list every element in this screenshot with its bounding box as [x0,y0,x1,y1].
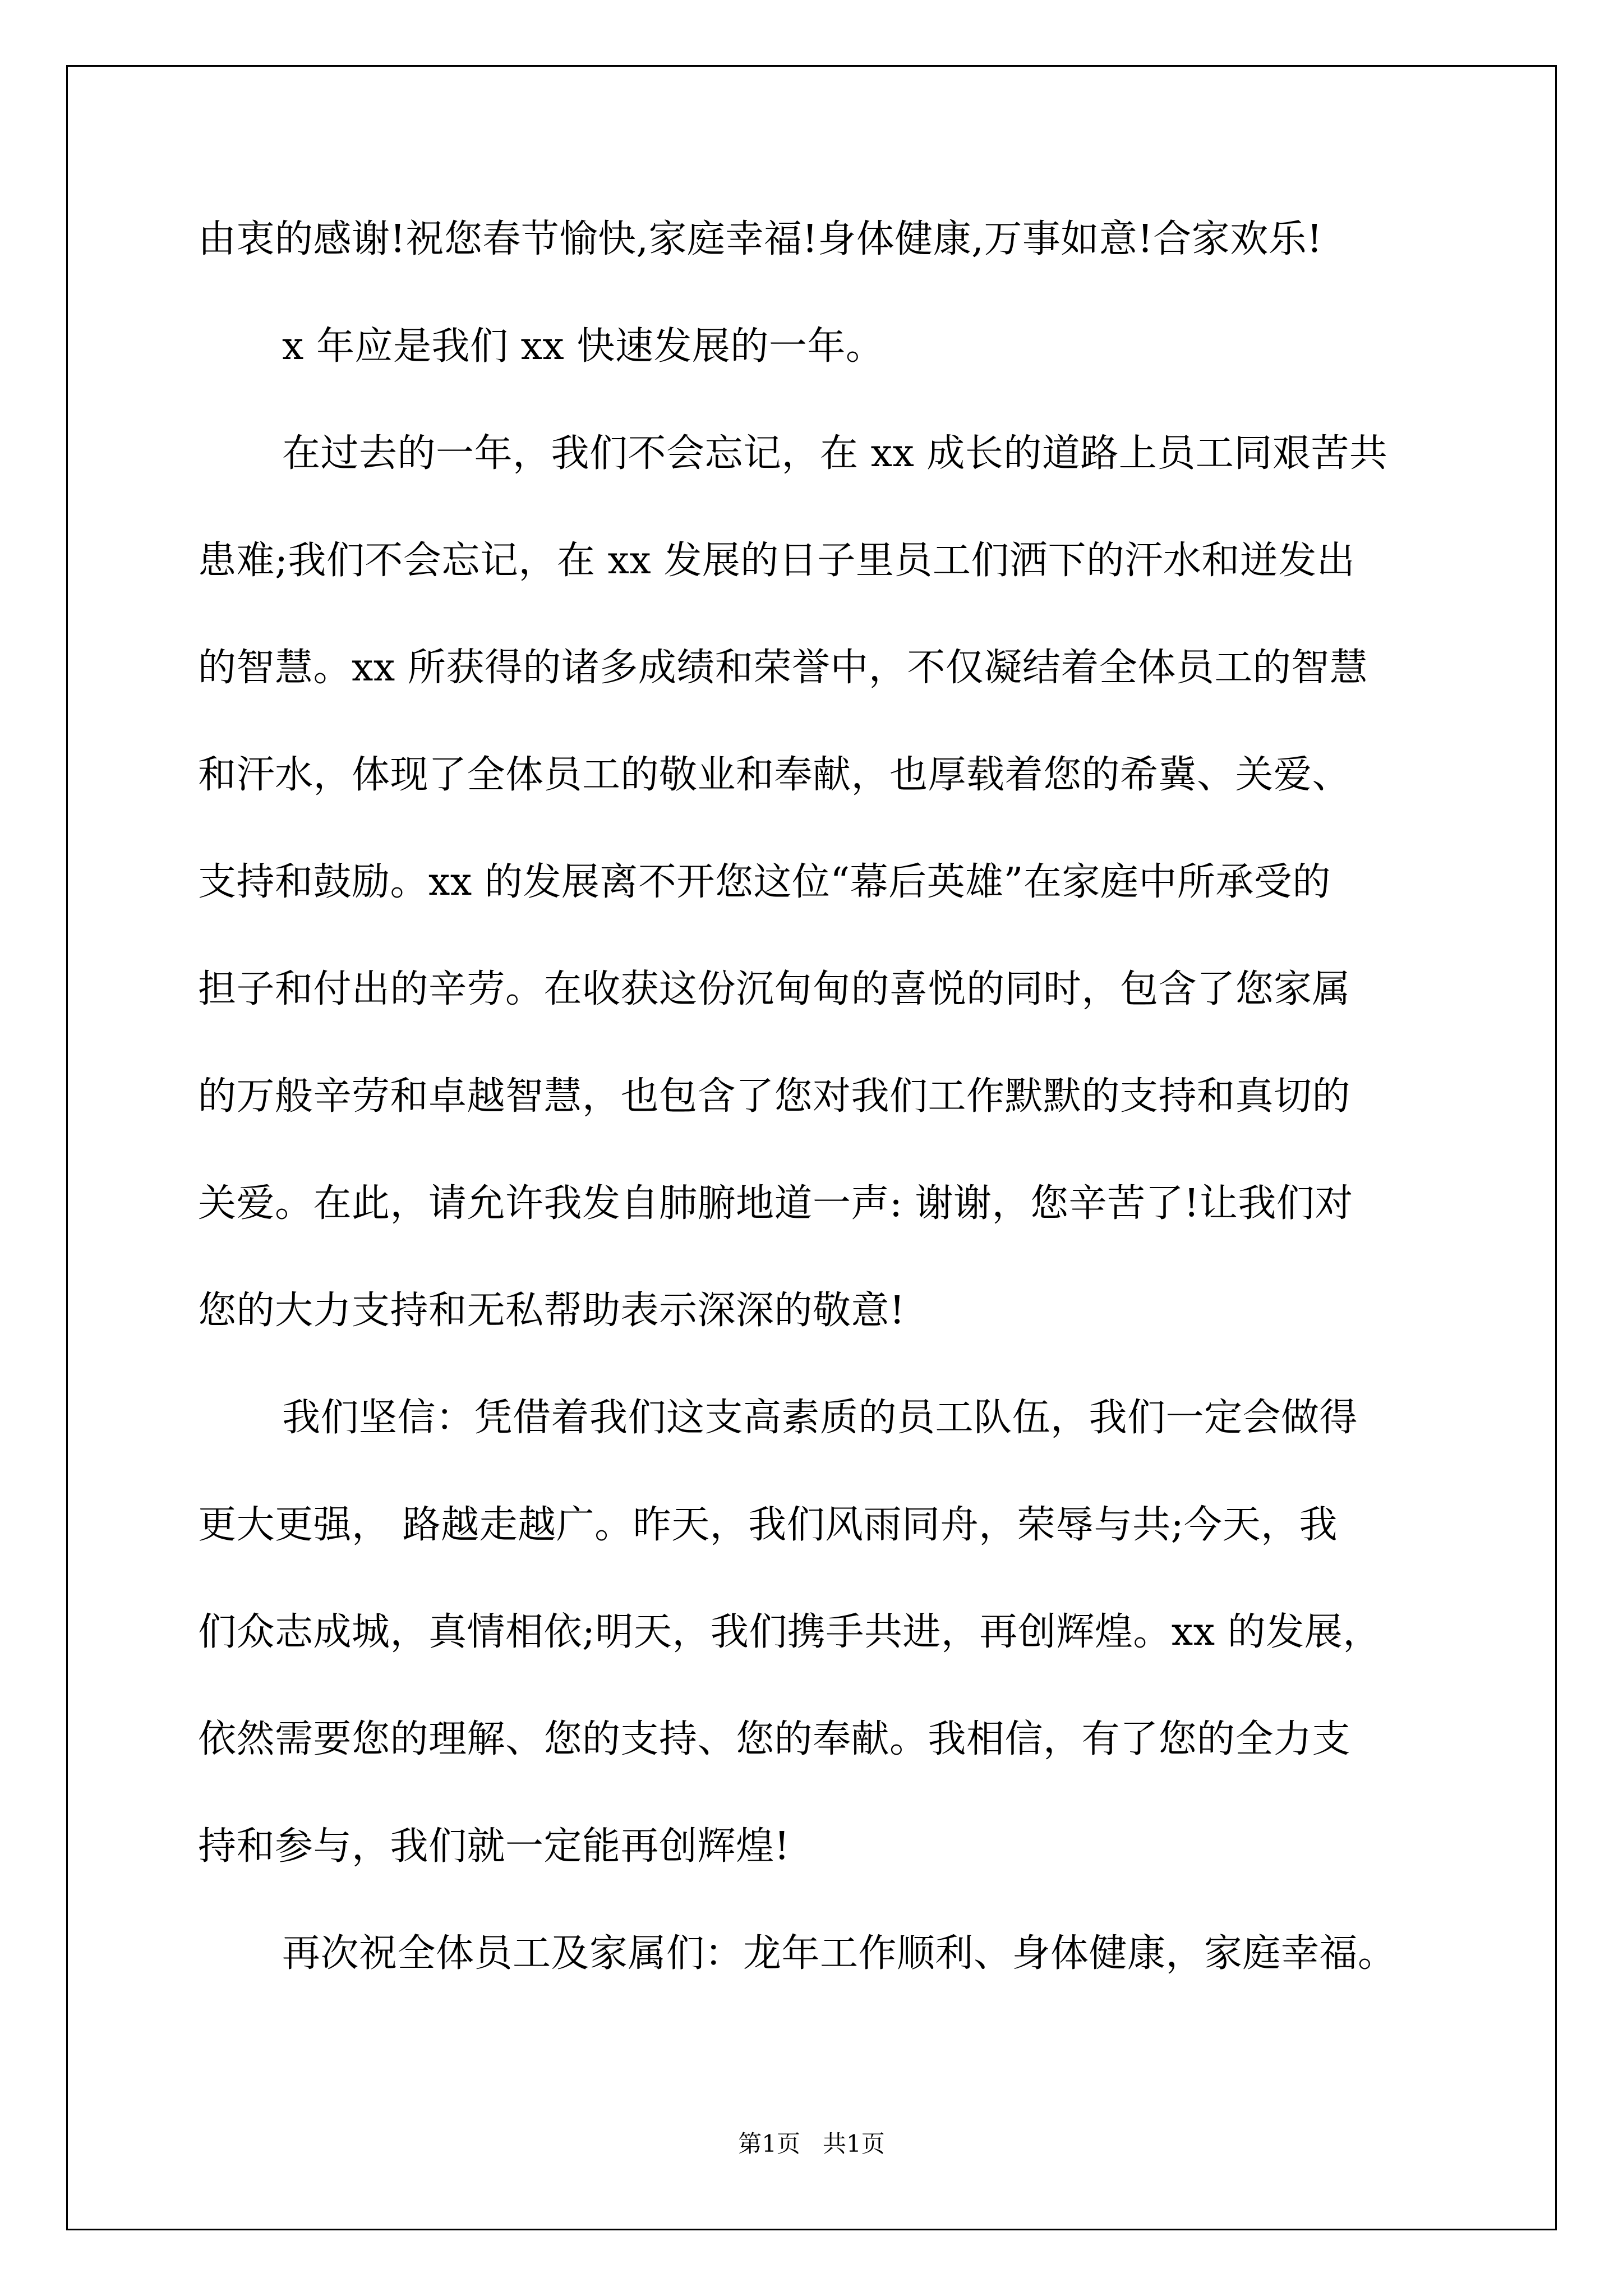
text-line: 持和参与，我们就一定能再创辉煌! [198,1824,790,1869]
text-line: 和汗水，体现了全体员工的敬业和奉献，也厚载着您的希冀、关爱、 [198,753,1351,797]
text-line: 担子和付出的辛劳。在收获这份沉甸甸的喜悦的同时，包含了您家属 [198,967,1351,1011]
text-line: 更大更强， 路越走越广。昨天，我们风雨同舟，荣辱与共;今天，我 [198,1503,1338,1547]
page-border [66,65,1557,2230]
text-line: 依然需要您的理解、您的支持、您的奉献。我相信，有了您的全力支 [198,1717,1351,1761]
text-line: 由衷的感谢!祝您春节愉快,家庭幸福!身体健康,万事如意!合家欢乐! [198,217,1323,261]
page-number-footer: 第1页 共1页 [738,2130,885,2157]
text-line: 关爱。在此，请允许我发自肺腑地道一声: 谢谢，您辛苦了!让我们对 [198,1181,1353,1226]
text-line: 在过去的一年，我们不会忘记，在 xx 成长的道路上员工同艰苦共 [282,431,1388,476]
text-line: 的智慧。xx 所获得的诸多成绩和荣誉中，不仅凝结着全体员工的智慧 [198,646,1368,690]
text-line: 您的大力支持和无私帮助表示深深的敬意! [198,1289,905,1333]
text-line: 们众志成城，真情相依;明天，我们携手共进，再创辉煌。xx 的发展， [198,1610,1381,1654]
text-line: 的万般辛劳和卓越智慧，也包含了您对我们工作默默的支持和真切的 [198,1074,1351,1119]
text-line: x 年应是我们 xx 快速发展的一年。 [282,324,884,369]
text-line: 再次祝全体员工及家属们：龙年工作顺利、身体健康，家庭幸福。 [282,1931,1396,1976]
text-line: 我们坚信：凭借着我们这支高素质的员工队伍，我们一定会做得 [282,1396,1358,1440]
text-line: 患难;我们不会忘记，在 xx 发展的日子里员工们洒下的汗水和迸发出 [198,539,1355,583]
text-line: 支持和鼓励。xx 的发展离不开您这位“幕后英雄”在家庭中所承受的 [198,860,1331,904]
